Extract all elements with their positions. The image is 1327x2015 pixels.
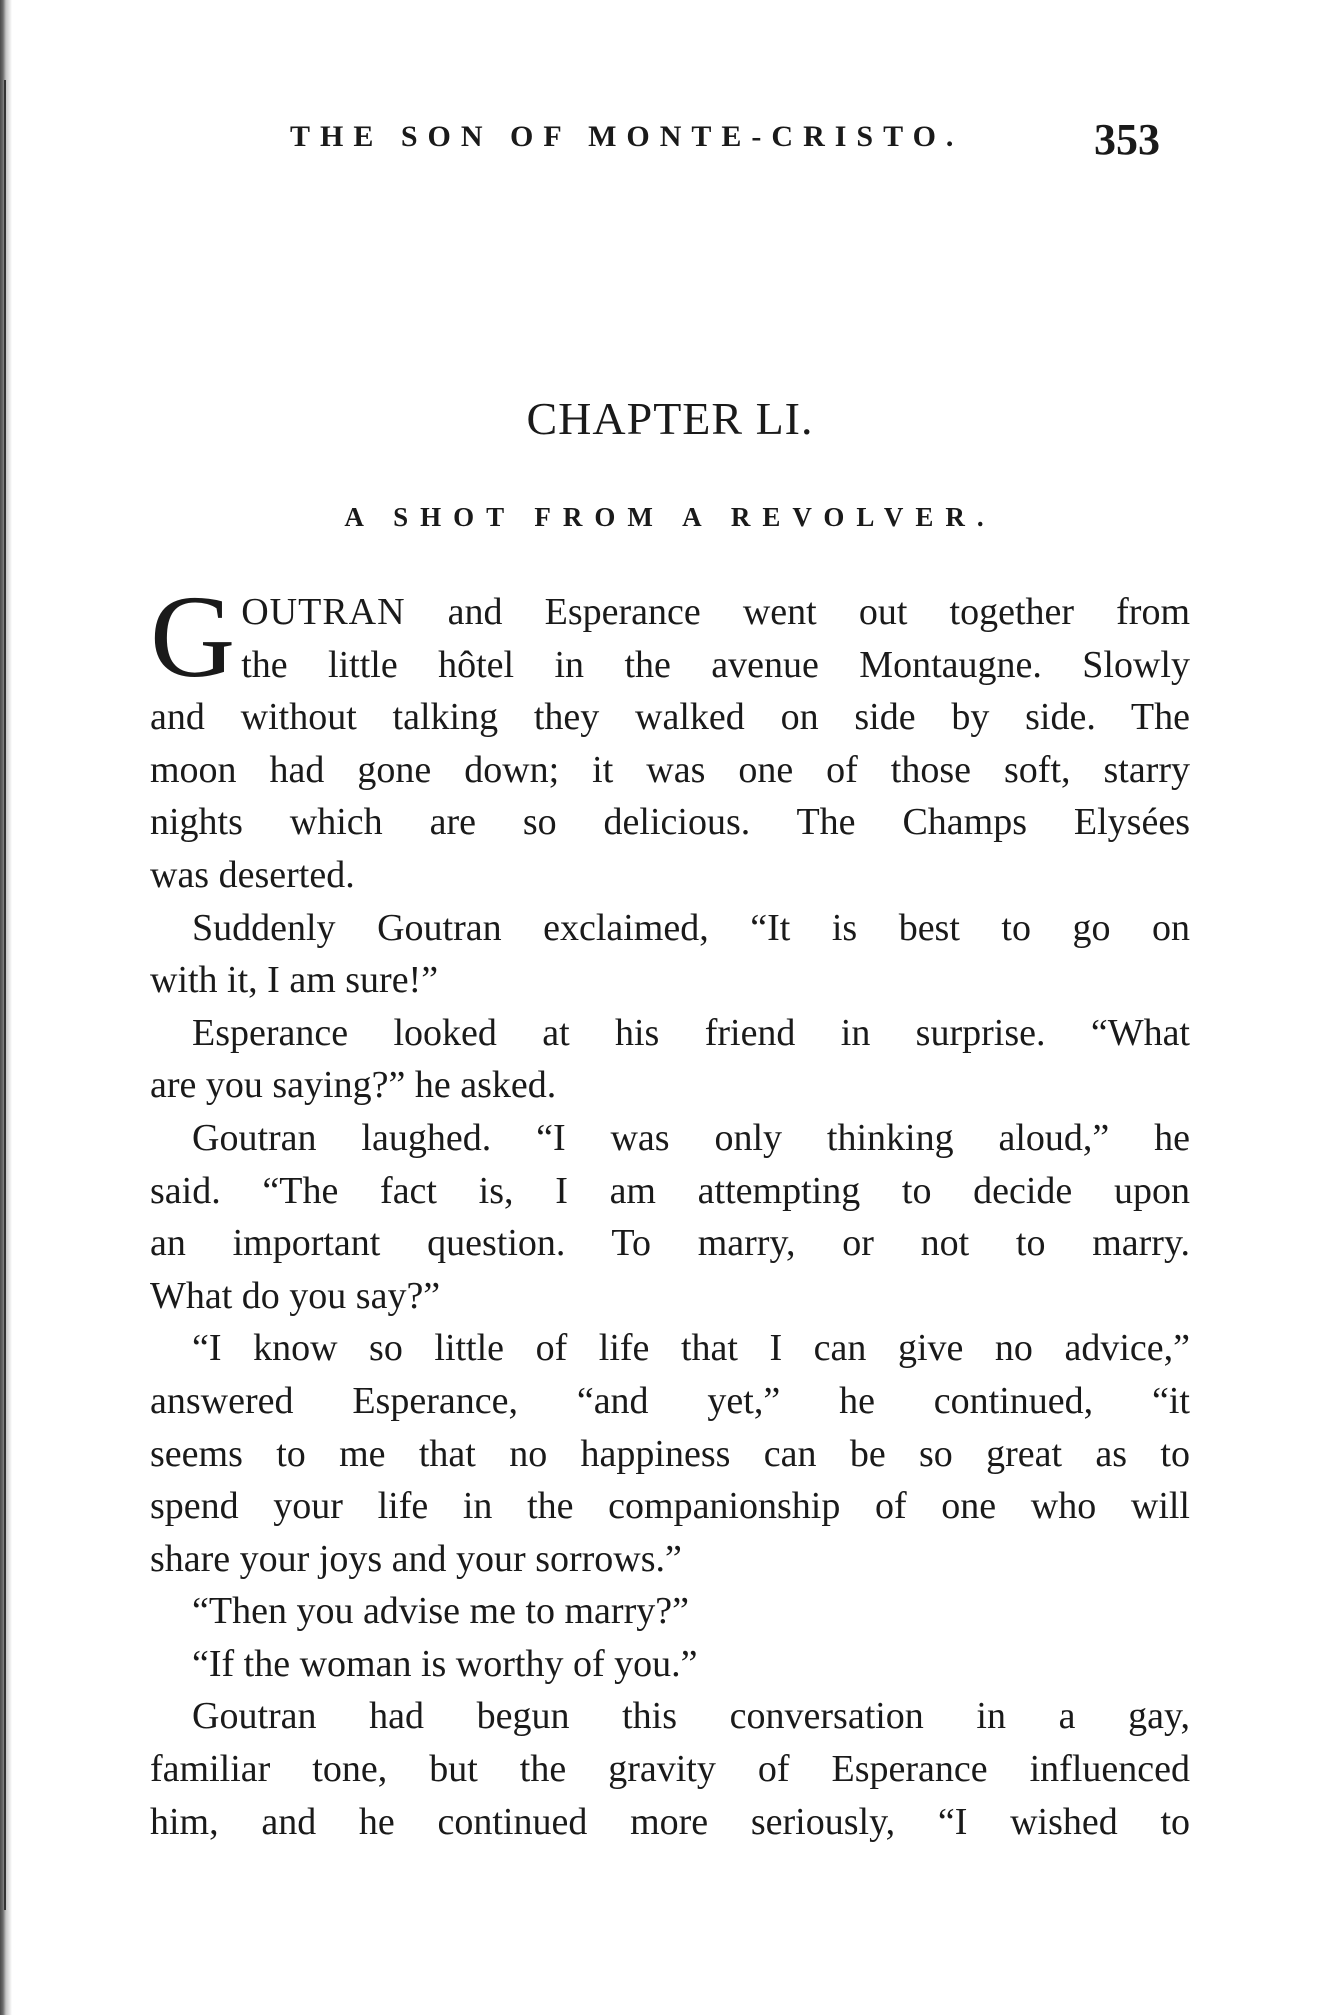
page-binding-edge [0, 0, 14, 2015]
body-text [150, 571, 1190, 1848]
binding-line [4, 80, 6, 1910]
drop-cap: G [150, 571, 236, 702]
text-line: Goutran laughed. “I was only thinking aloud,” he [192, 1116, 1190, 1159]
text-line: are you saying?” he asked. [150, 1064, 557, 1107]
text-line: What do you say?” [150, 1274, 441, 1317]
paragraph-8 [150, 1690, 1190, 1848]
text-line [150, 586, 1190, 639]
text-line: “Then you advise me to marry?” [192, 1590, 689, 1633]
text-line: an important question. To marry, or not to marry. [150, 1222, 1190, 1265]
paragraph-2 [150, 902, 1190, 1007]
text-line: him, and he continued more seriously, “I wished to [150, 1800, 1190, 1843]
text-line: seems to me that no happiness can be so great as to [150, 1432, 1190, 1475]
text-span: and Esperance went out together from [405, 591, 1190, 633]
text-line: spend your life in the companionship of one who will [150, 1485, 1190, 1528]
paragraph-7 [150, 1638, 1190, 1691]
text-line: “If the woman is worthy of you.” [192, 1642, 698, 1685]
paragraph-5 [150, 1322, 1190, 1585]
text-span: OUTRAN [241, 591, 406, 633]
text-line: the little hôtel in the avenue Montaugne. Slowly [241, 643, 1190, 686]
paragraph-6 [150, 1585, 1190, 1638]
chapter-title: CHAPTER LI. [526, 393, 814, 444]
page-number: 353 [1094, 115, 1160, 164]
text-line: and without talking they walked on side by side. The [150, 696, 1190, 739]
running-head-title: THE SON OF MONTE-CRISTO. [290, 120, 964, 153]
paragraph-4 [150, 1112, 1190, 1322]
text-line: answered Esperance, “and yet,” he continued, “it [150, 1379, 1190, 1422]
book-page [150, 115, 1190, 1843]
text-line: “I know so little of life that I can give no advice,” [192, 1327, 1190, 1370]
text-line: with it, I am sure!” [150, 959, 439, 1002]
text-line: Goutran had begun this conversation in a gay, [192, 1695, 1190, 1738]
chapter-subtitle: A SHOT FROM A REVOLVER. [344, 502, 996, 532]
paragraph-3 [150, 1007, 1190, 1112]
text-line: was deserted. [150, 853, 355, 896]
text-line: moon had gone down; it was one of those soft, starry [150, 748, 1190, 791]
text-line: Suddenly Goutran exclaimed, “It is best to go on [192, 906, 1190, 949]
paragraph-1 [150, 571, 1190, 902]
text-line: said. “The fact is, I am attempting to decide upon [150, 1169, 1190, 1212]
text-line: familiar tone, but the gravity of Esperance influenced [150, 1748, 1190, 1791]
text-line: nights which are so delicious. The Champs Elysées [150, 801, 1190, 844]
text-line: share your joys and your sorrows.” [150, 1537, 682, 1580]
running-head [150, 115, 1190, 180]
text-line: Esperance looked at his friend in surprise. “What [192, 1011, 1190, 1054]
